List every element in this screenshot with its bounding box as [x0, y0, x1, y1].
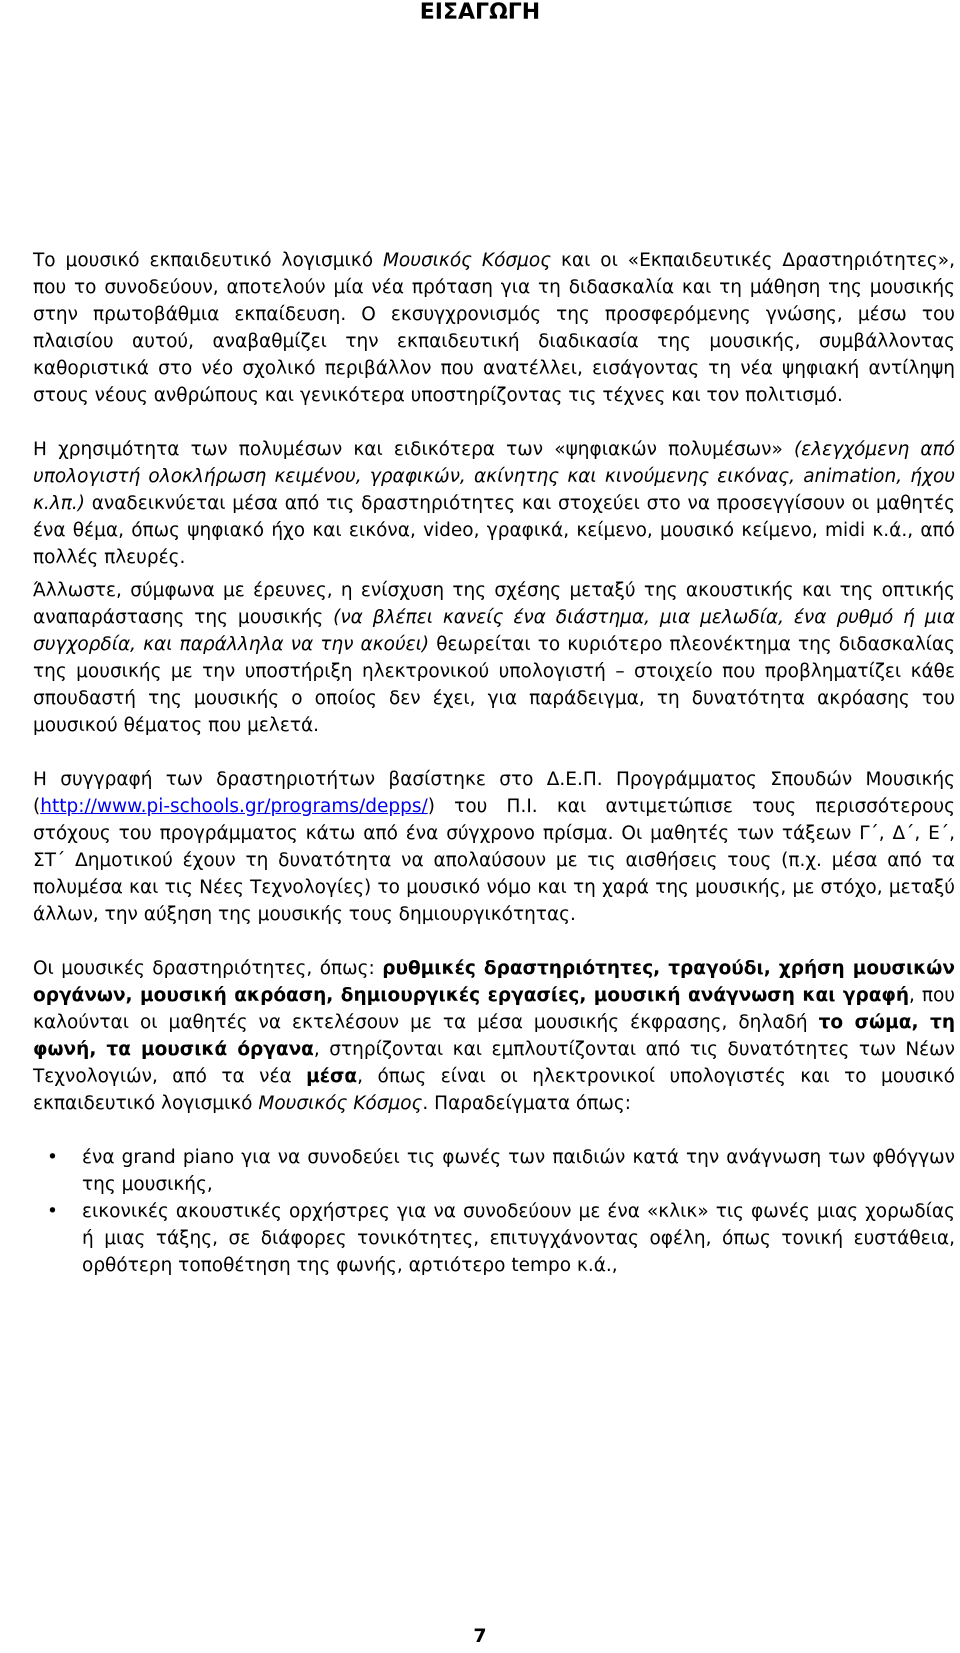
paragraph-research: [33, 577, 955, 739]
paragraph-spacer: [33, 1117, 955, 1144]
bullet-icon: •: [47, 1147, 58, 1168]
software-title: Μουσικός Κόσμος: [258, 1093, 423, 1114]
text-run: ) του Π.Ι. και αντιμετώπισε τους περισσότερους στόχους του προγράμματος κάτω από ένα σύγχρονο πρίσμα. Οι μαθητές των τάξεων Γ΄, Δ΄, Ε΄, ΣΤ΄ Δημοτικού έχουν τη δυνατότητα να απολαύσουν με τις αισθήσεις τους (π.χ. μέσα από τα πολυμέσα και τις Νέες Τεχνολογίες) το μουσικό νόμο και τη χαρά της μουσικής, με στόχο, μεταξύ άλλων, την αύξηση της μουσικής τους δημιουργικότητας.: [33, 796, 955, 925]
page-title: ΕΙΣΑΓΩΓΗ: [419, 0, 541, 25]
paragraph-activities: [33, 955, 955, 1117]
italic-text: (να βλέπει κανείς ένα διάστημα, μια μελωδία, ένα ρυθμό ή μια συγχορδία, και παράλληλα να την ακούει): [33, 607, 955, 655]
paragraph-intro: [33, 247, 955, 409]
text-run: , όπως είναι οι ηλεκτρονικοί υπολογιστές και το μουσικό εκπαιδευτικό λογισμικό: [33, 1066, 956, 1114]
examples-list: [33, 1144, 955, 1279]
text-run: . Παραδείγματα όπως:: [422, 1093, 631, 1114]
bullet-icon: •: [47, 1201, 58, 1222]
bold-text: το σώμα, τη φωνή, τα μουσικά όργανα: [33, 1012, 956, 1060]
paragraph-spacer: [33, 409, 955, 436]
text-run: θεωρείται το κυριότερο πλεονέκτημα της διδασκαλίας της μουσικής με την υποστήριξη ηλεκτρονικού υπολογιστή – στοιχείο που προβληματίζει κάθε σπουδαστή της μουσικής ο οποίος δεν έχει, για παράδειγμα, τη δυνατότητα ακρόασης του μουσικού θέματος που μελετά.: [33, 634, 955, 736]
text-run: Η χρησιμότητα των πολυμέσων και ειδικότερα των «ψηφιακών πολυμέσων»: [33, 439, 794, 460]
paragraph-spacer: [33, 928, 955, 955]
text-run: και οι «Εκπαιδευτικές Δραστηριότητες», που το συνοδεύουν, αποτελούν μία νέα πρόταση για τη διδασκαλία και τη μάθηση της μουσικής στην πρωτοβάθμια εκπαίδευση. Ο εκσυγχρονισμός της προσφερόμενης γνώσης, μέσω του πλαισίου αυτού, αναβαθμίζει την εκπαιδευτική διαδικασία της μουσικής, συμβάλλοντας καθοριστικά στο νέο σχολικό περιβάλλον που ανατέλλει, εισάγοντας τη νέα ψηφιακή αντίληψη στους νέους ανθρώπους και γενικότερα υποστηρίζοντας τις τέχνες και τον πολιτισμό.: [33, 250, 955, 406]
text-run: , που καλούνται οι μαθητές να εκτελέσουν με τα μέσα μουσικής έκφρασης, δηλαδή: [33, 985, 955, 1033]
text-run: , στηρίζονται και εμπλουτίζονται από τις δυνατότητες των Νέων Τεχνολογιών, από τα νέα: [33, 1039, 955, 1087]
text-run: Οι μουσικές δραστηριότητες, όπως:: [33, 958, 383, 979]
bold-text: ρυθμικές δραστηριότητες, τραγούδι, χρήση μουσικών οργάνων, μουσική ακρόαση, δημιουργικές εργασίες, μουσική ανάγνωση και γραφή: [33, 958, 955, 1006]
text-run: αναδεικνύεται μέσα από τις δραστηριότητες και στοχεύει στο να προσεγγίσουν οι μαθητές ένα θέμα, όπως ψηφιακό ήχο και εικόνα, video, γραφικά, κείμενο, μουσικό κείμενο, midi κ.ά., από πολλές πλευρές.: [33, 493, 955, 568]
list-item: [33, 1144, 955, 1198]
text-run: Η συγγραφή των δραστηριοτήτων βασίστηκε στο Δ.Ε.Π. Προγράμματος Σπουδών Μουσικής (: [33, 769, 955, 817]
list-item-text: εικονικές ακουστικές ορχήστρες για να συνοδεύουν με ένα «κλικ» τις φωνές μιας χορωδίας ή μιας τάξης, σε διάφορες τονικότητες, επιτυγχάνοντας οφέλη, όπως τονική ευστάθεια, ορθότερη τοποθέτηση της φωνής, αρτιότερο tempo κ.ά.,: [82, 1201, 955, 1276]
document-body: [33, 247, 955, 1279]
text-run: Το μουσικό εκπαιδευτικό λογισμικό: [33, 250, 383, 271]
list-item: [33, 1198, 955, 1279]
page-number: 7: [473, 1625, 487, 1647]
italic-text: (ελεγχόμενη από υπολογιστή ολοκλήρωση κειμένου, γραφικών, ακίνητης και κινούμενης εικόνας, animation, ήχου κ.λπ.): [33, 439, 956, 514]
software-title: Μουσικός Κόσμος: [382, 250, 552, 271]
paragraph-curriculum: [33, 766, 955, 928]
list-item-text: ένα grand piano για να συνοδεύει τις φωνές των παιδιών κατά την ανάγνωση των φθόγγων της μουσικής,: [82, 1147, 955, 1195]
paragraph-multimedia: [33, 436, 955, 571]
paragraph-spacer: [33, 739, 955, 766]
curriculum-link[interactable]: http://www.pi-schools.gr/programs/depps/: [40, 796, 428, 817]
bold-text: μέσα: [306, 1066, 358, 1087]
text-run: Άλλωστε, σύμφωνα με έρευνες, η ενίσχυση της σχέσης μεταξύ της ακουστικής και της οπτικής αναπαράστασης της μουσικής: [33, 580, 955, 628]
